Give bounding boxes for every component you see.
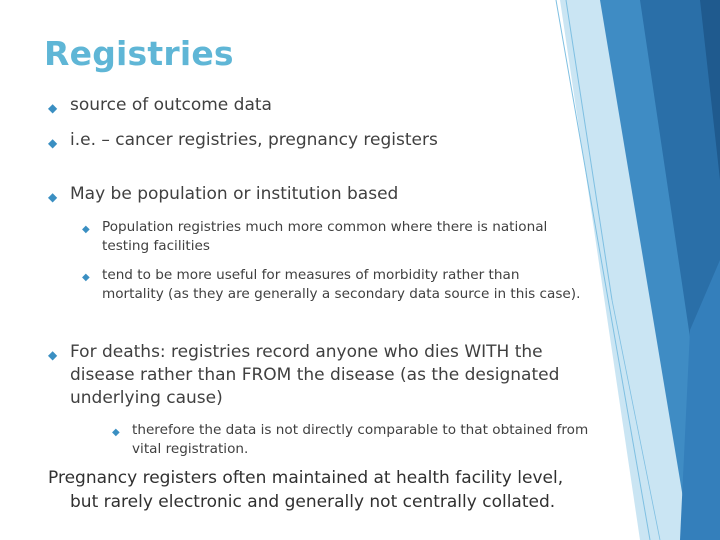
sub-bullet-item xyxy=(82,266,622,304)
sub-bullet-line: tend to be more useful for measures of morbidity rather than xyxy=(102,267,520,283)
diamond-bullet-icon: ◆ xyxy=(82,272,90,283)
bullet-line: For deaths: registries record anyone who dies WITH the xyxy=(70,342,543,362)
diamond-bullet-icon: ◆ xyxy=(82,224,90,235)
sub-bullet-line: Population registries much more common where there is national xyxy=(102,219,548,235)
bullet-line: disease rather than FROM the disease (as the designated xyxy=(70,365,560,385)
bullet-text: source of outcome data xyxy=(70,95,272,115)
bullet-item xyxy=(48,129,568,152)
sub-bullet-item xyxy=(112,421,612,459)
sub-bullet-line: therefore the data is not directly comparable to that obtained from xyxy=(132,422,589,438)
diamond-bullet-icon: ◆ xyxy=(48,348,58,362)
bullet-text: May be population or institution based xyxy=(70,184,399,204)
sub-bullet-item xyxy=(82,218,602,256)
bullet-item xyxy=(48,341,588,410)
closing-line: but rarely electronic and generally not centrally collated. xyxy=(70,492,556,512)
diamond-bullet-icon: ◆ xyxy=(48,190,58,204)
closing-note xyxy=(48,466,618,514)
slide-title: Registries xyxy=(44,34,234,73)
diamond-bullet-icon: ◆ xyxy=(48,136,58,150)
bullet-item xyxy=(48,94,568,117)
bullet-item xyxy=(48,183,568,206)
diamond-bullet-icon: ◆ xyxy=(48,101,58,115)
bullet-text: i.e. – cancer registries, pregnancy registers xyxy=(70,130,438,150)
sub-bullet-line: vital registration. xyxy=(132,441,249,457)
sub-bullet-line: testing facilities xyxy=(102,238,210,254)
closing-line: Pregnancy registers often maintained at health facility level, xyxy=(48,468,564,488)
sub-bullet-line: mortality (as they are generally a secondary data source in this case). xyxy=(102,286,581,302)
diamond-bullet-icon: ◆ xyxy=(112,427,120,438)
bullet-line: underlying cause) xyxy=(70,388,223,408)
